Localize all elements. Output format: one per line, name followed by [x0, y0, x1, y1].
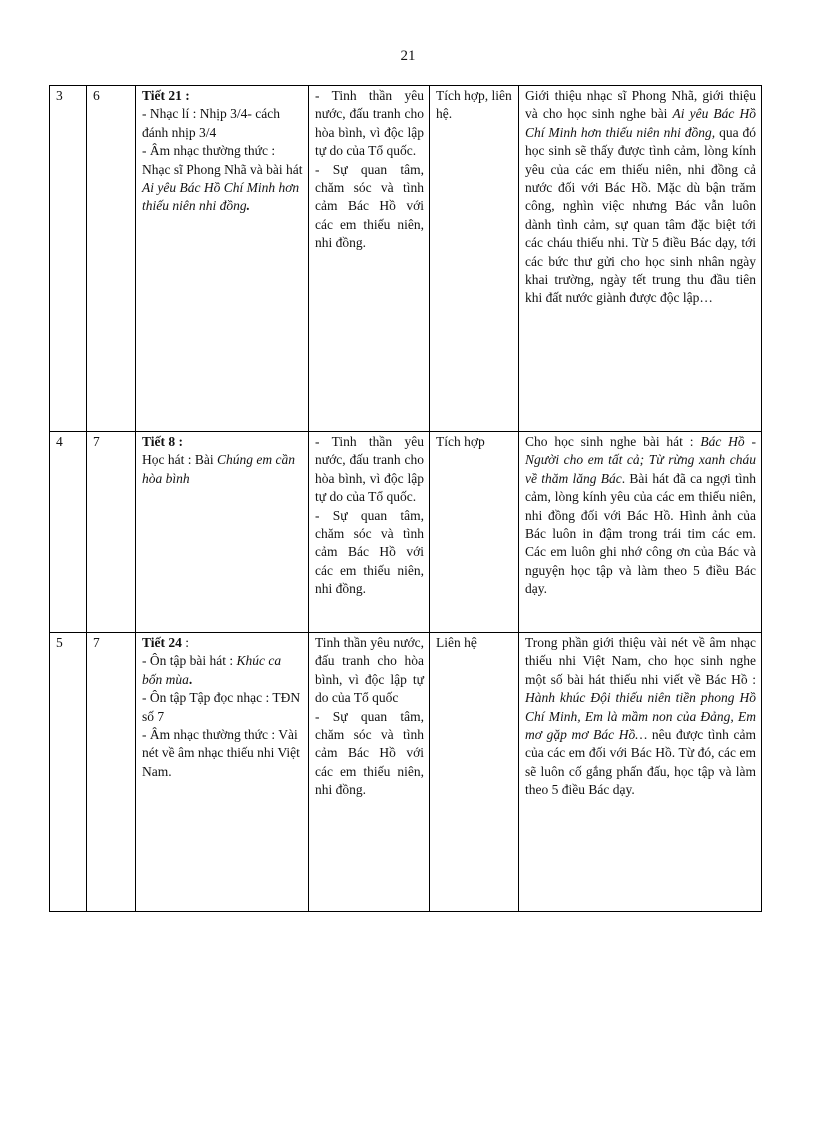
text-run: Tiết 24: [142, 635, 182, 650]
week-cell: 6: [87, 86, 136, 432]
values-cell: [309, 633, 430, 912]
text-run: :: [181, 635, 190, 650]
text-run: Tiết 8 :: [142, 434, 183, 449]
text-run: nêu được tình cảm của các em đối với Bác Hồ. Từ đó, các em sẽ luôn cố gắng phấn đấu, học tập và làm theo 5 điều Bác dạy.: [525, 727, 756, 798]
text-run: .: [188, 671, 193, 687]
lesson-line: [142, 433, 303, 451]
lesson-line: [142, 87, 303, 105]
value-item: - Sự quan tâm, chăm sóc và tình cảm Bác Hồ với các em thiếu niên, nhi đồng.: [315, 161, 424, 251]
table-row: [50, 633, 762, 912]
value-item: - Tinh thần yêu nước, đấu tranh cho hòa bình, vì độc lập tự do của Tổ quốc.: [315, 434, 424, 505]
values-cell: [309, 432, 430, 633]
text-run: Ai yêu Bác Hồ Chí Minh hơn thiếu niên nhi đồng,: [525, 106, 757, 140]
lesson-line: [142, 451, 303, 488]
lesson-line: [142, 726, 303, 781]
text-run: Trong phần giới thiệu vài nét về âm nhạc thiếu nhi Việt Nam, cho học sinh nghe một số bài hát thiếu nhi viết về Bác Hồ :: [525, 635, 756, 687]
row-number-cell: 4: [50, 432, 87, 633]
text-run: - Âm nhạc thường thức : Vài nét về âm nhạc thiếu nhi Việt Nam.: [142, 727, 300, 779]
text-run: Chúng em cần hòa bình: [142, 452, 295, 486]
week-cell: 7: [87, 432, 136, 633]
lesson-line: [142, 652, 303, 689]
lesson-line: [142, 689, 303, 726]
text-run: - Nhạc lí : Nhịp 3/4- cách đánh nhịp 3/4: [142, 106, 280, 140]
text-run: - Ôn tập bài hát :: [142, 653, 237, 669]
text-run: .: [246, 198, 250, 214]
row-number-cell: 5: [50, 633, 87, 912]
text-run: Hành khúc Đội thiếu niên tiền phong Hồ Chí Minh, Em là mầm non của Đảng, Em mơ gặp mơ Bác Hồ…: [525, 690, 756, 743]
values-cell: [309, 86, 430, 432]
value-item: - Sự quan tâm, chăm sóc và tình cảm Bác Hồ với các em thiếu niên, nhi đồng.: [315, 507, 424, 597]
text-run: qua đó học sinh sẽ thấy được tình cảm, lòng kính yêu của các em thiếu niên, nhi đồng cả nước đối với Bác Hồ. Mặc dù bận trăm công, nghìn việc nhưng Bác vẫn luôn dành tình cảm, sự quan tâm đặc biệt tới các cháu thiếu nhi. Từ 5 điều Bác dạy, tới các bức thư gửi cho học sinh nhân ngày khai trường, ngày tết trung thu đầu tiên khi đất nước giành được độc lập…: [525, 124, 756, 306]
lesson-line: [142, 142, 303, 216]
text-run: Tiết 21 :: [142, 88, 190, 103]
description-cell: [519, 633, 762, 912]
text-run: . Bài hát đã ca ngợi tình cảm, lòng kính yêu của các em thiếu niên, nhi đồng đối với Bác Hồ. Hình ảnh của Bác luôn in đậm trong trái tim các em. Các em luôn ghi nhớ công ơn của Bác và nguyện học tập và làm theo 5 điều Bác dạy.: [525, 470, 756, 597]
text-run: Giới thiệu nhạc sĩ Phong Nhã, giới thiệu và cho học sinh nghe bài: [525, 88, 756, 122]
method-cell: Tích hợp, liên hệ.: [430, 86, 519, 432]
text-run: - Âm nhạc thường thức : Nhạc sĩ Phong Nhã và bài hát: [142, 143, 303, 177]
lesson-cell: [136, 86, 309, 432]
curriculum-table: [49, 85, 762, 912]
week-cell: 7: [87, 633, 136, 912]
lesson-line: [142, 105, 303, 142]
lesson-cell: [136, 633, 309, 912]
description-cell: [519, 432, 762, 633]
text-run: Khúc ca bốn mùa: [142, 653, 282, 687]
lesson-cell: [136, 432, 309, 633]
method-cell: Tích hợp: [430, 432, 519, 633]
description-cell: [519, 86, 762, 432]
text-run: Cho học sinh nghe bài hát :: [525, 434, 701, 449]
row-number-cell: 3: [50, 86, 87, 432]
page-number: 21: [400, 48, 416, 64]
text-run: - Ôn tập Tập đọc nhạc : TĐN số 7: [142, 690, 301, 724]
text-run: Học hát : Bài: [142, 452, 217, 468]
value-item: Tinh thần yêu nước, đấu tranh cho hòa bình, vì độc lập tự do của Tổ quốc: [315, 635, 424, 706]
text-run: Bác Hồ - Người cho em tất cả; Từ rừng xanh cháu về thăm lăng Bác: [525, 434, 757, 486]
table-row: [50, 432, 762, 633]
value-item: - Tinh thần yêu nước, đấu tranh cho hòa bình, vì độc lập tự do của Tổ quốc.: [315, 88, 424, 159]
text-run: Ai yêu Bác Hồ Chí Minh hơn thiếu niên nhi đồng: [142, 180, 300, 214]
value-item: - Sự quan tâm, chăm sóc và tình cảm Bác Hồ với các em thiếu niên, nhi đồng.: [315, 708, 424, 798]
method-cell: Liên hệ: [430, 633, 519, 912]
table-row: [50, 86, 762, 432]
lesson-line: [142, 634, 303, 652]
